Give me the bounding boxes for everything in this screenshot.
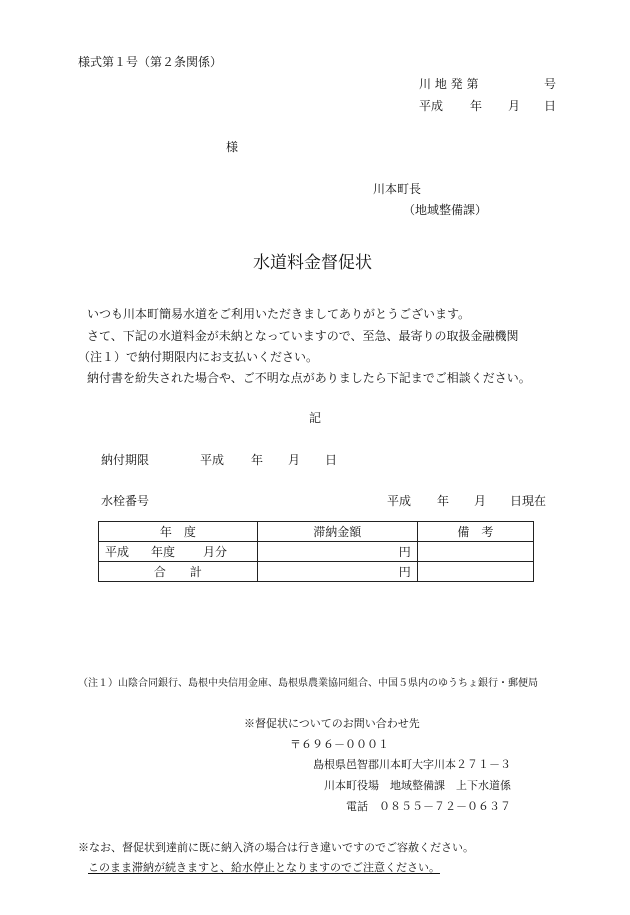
header-remarks: 備 考: [417, 522, 533, 542]
total-amount-cell: 円: [257, 562, 417, 582]
meter-date-era: 平成: [387, 494, 412, 508]
table-total-row: [99, 562, 534, 582]
body-line-3: （注１）で納付期限内にお支払いください。: [78, 350, 319, 364]
remarks-cell: [417, 542, 533, 562]
form-number: 様式第１号（第２条関係）: [78, 55, 223, 69]
payment-deadline-month: 月: [288, 453, 301, 467]
row-month: 月分: [203, 545, 228, 559]
note-financial-institutions: （注１）山陰合同銀行、島根中央信用金庫、島根県農業協同組合、中国５県内のゆうちょ銀行・郵便局: [78, 678, 538, 689]
document-title: 水道料金督促状: [253, 253, 372, 273]
total-remarks-cell: [417, 562, 533, 582]
footer-warning: このまま滞納が続きますと、給水停止となりますのでご注意ください。: [88, 861, 440, 874]
table-header-row: [99, 522, 534, 542]
contact-address: 島根県邑智郡川本町大字川本２７１－３: [313, 758, 511, 771]
addressee-suffix: 様: [226, 140, 239, 154]
meter-date-asof: 日現在: [510, 494, 547, 508]
contact-phone: 電話 ０８５５－７２－０６３７: [346, 800, 511, 813]
row-fiscal-year: 年度: [151, 545, 176, 559]
issuer-name: 川本町長: [373, 182, 422, 196]
overdue-fee-table: [98, 521, 534, 582]
meter-date-year: 年: [437, 494, 450, 508]
row-era: 平成: [105, 545, 130, 559]
contact-postal-code: 〒６９６－０００１: [290, 738, 389, 751]
table-row: [99, 542, 534, 562]
contact-heading: ※督促状についてのお問い合わせ先: [244, 717, 420, 730]
issuer-department: （地域整備課）: [403, 203, 488, 217]
meter-number-label: 水栓番号: [101, 494, 150, 508]
payment-deadline-era: 平成: [200, 453, 225, 467]
document-date-day: 日: [544, 99, 557, 113]
document-date-month: 月: [508, 99, 521, 113]
ki-heading: 記: [309, 411, 322, 425]
body-line-1: いつも川本町簡易水道をご利用いただきましてありがとうございます。: [87, 307, 471, 321]
meter-date-month: 月: [474, 494, 487, 508]
payment-deadline-day: 日: [325, 453, 338, 467]
header-overdue-amount: 滞納金額: [257, 522, 417, 542]
body-line-2: さて、下記の水道料金が未納となっていますので、至急、最寄りの取扱金融機関: [87, 329, 519, 343]
header-fiscal-year: 年 度: [99, 522, 258, 542]
payment-deadline-label: 納付期限: [101, 453, 150, 467]
total-label-cell: 合 計: [99, 562, 258, 582]
document-date-year: 年: [470, 99, 483, 113]
document-number-suffix: 号: [544, 77, 557, 91]
document-number-prefix: 川 地 発 第: [419, 77, 479, 91]
fiscal-year-cell: [99, 542, 258, 562]
payment-deadline-year: 年: [251, 453, 264, 467]
contact-office: 川本町役場 地域整備課 上下水道係: [324, 779, 511, 792]
footer-notice: ※なお、督促状到達前に既に納入済の場合は行き違いですのでご容赦ください。: [78, 841, 474, 854]
document-date-era: 平成: [419, 99, 444, 113]
amount-cell: 円: [257, 542, 417, 562]
body-line-4: 納付書を紛失された場合や、ご不明な点がありましたら下記までご相談ください。: [87, 371, 531, 385]
